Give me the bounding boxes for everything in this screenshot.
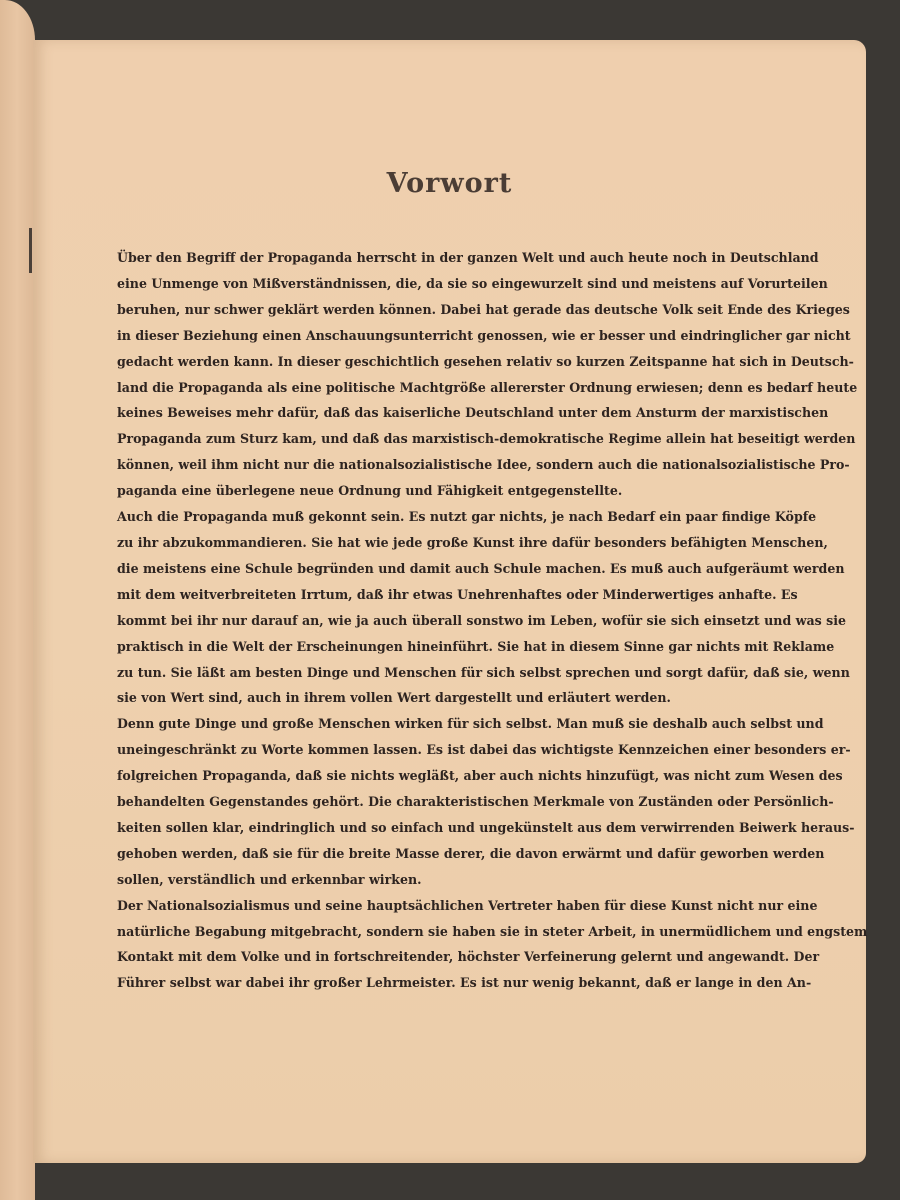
text-line: keiten sollen klar, eindringlich und so einfach und ungekünstelt aus dem verwirrenden Beiwerk heraus- [117, 819, 855, 835]
text-line: zu tun. Sie läßt am besten Dinge und Menschen für sich selbst sprechen und sorgt dafür, daß sie, wenn [117, 664, 850, 680]
text-line: gehoben werden, daß sie für die breite Masse derer, die davon erwärmt und dafür geworben werden [117, 845, 825, 861]
page-title: Vorwort [386, 168, 513, 199]
text-line: beruhen, nur schwer geklärt werden können. Dabei hat gerade das deutsche Volk seit Ende des Krieges [117, 301, 850, 317]
text-line: in dieser Beziehung einen Anschauungsunterricht genossen, wie er besser und eindringlicher gar nicht [117, 327, 851, 343]
text-line: Über den Begriff der Propaganda herrscht in der ganzen Welt und auch heute noch in Deutschland [117, 250, 819, 265]
text-line: behandelten Gegenstandes gehört. Die charakteristischen Merkmale von Zuständen oder Persönlich- [117, 794, 834, 810]
text-line: Denn gute Dinge und große Menschen wirken für sich selbst. Man muß sie deshalb auch selbst und [117, 716, 824, 732]
text-line: Der Nationalsozialismus und seine hauptsächlichen Vertreter haben für diese Kunst nicht nur eine [117, 897, 818, 913]
text-line: natürliche Begabung mitgebracht, sondern sie haben sie in steter Arbeit, in unermüdlichem und engstem [117, 923, 868, 939]
text-line: sie von Wert sind, auch in ihrem vollen Wert dargestellt und erläutert werden. [117, 690, 671, 706]
text-line: Kontakt mit dem Volke und in fortschreitender, höchster Verfeinerung gelernt und angewandt. Der [117, 949, 820, 965]
text-line: folgreichen Propaganda, daß sie nichts wegläßt, aber auch nichts hinzufügt, was nicht zum Wesen des [117, 768, 843, 784]
text-line: eine Unmenge von Mißverständnissen, die, da sie so eingewurzelt sind und meistens auf Vorurteilen [117, 275, 828, 291]
text-line: sollen, verständlich und erkennbar wirken. [117, 871, 422, 887]
text-line: Auch die Propaganda muß gekonnt sein. Es nutzt gar nichts, je nach Bedarf ein paar findige Köpfe [117, 509, 817, 525]
left-page-edge [0, 0, 35, 1200]
text-line: zu ihr abzukommandieren. Sie hat wie jede große Kunst ihre dafür besonders befähigten Menschen, [117, 534, 828, 550]
text-line: mit dem weitverbreiteten Irrtum, daß ihr etwas Unehrenhaftes oder Minderwertiges anhafte. Es [117, 586, 798, 602]
text-line: paganda eine überlegene neue Ordnung und Fähigkeit entgegenstellte. [117, 483, 623, 499]
text-line: kommt bei ihr nur darauf an, wie ja auch überall sonstwo im Leben, wofür sie sich einsetzt und was sie [117, 612, 846, 628]
book-page [33, 40, 866, 1163]
text-line: Propaganda zum Sturz kam, und daß das marxistisch-demokratische Regime allein hat beseitigt werden [117, 431, 856, 447]
text-line: keines Beweises mehr dafür, daß das kaiserliche Deutschland unter dem Ansturm der marxistischen [117, 405, 829, 421]
text-line: gedacht werden kann. In dieser geschichtlich gesehen relativ so kurzen Zeitspanne hat sich in Deutsch- [117, 353, 854, 369]
text-line: uneingeschränkt zu Worte kommen lassen. Es ist dabei das wichtigste Kennzeichen einer besonders er- [117, 742, 851, 758]
text-line: land die Propaganda als eine politische Machtgröße allererster Ordnung erwiesen; denn es bedarf heute [117, 379, 858, 395]
body-text [117, 245, 868, 996]
spine-mark [29, 228, 32, 273]
text-line: praktisch in die Welt der Erscheinungen hineinführt. Sie hat in diesem Sinne gar nichts mit Reklame [117, 638, 835, 654]
text-line: können, weil ihm nicht nur die nationalsozialistische Idee, sondern auch die nationalsozialistische Pro- [117, 457, 850, 473]
text-line: die meistens eine Schule begründen und damit auch Schule machen. Es muß auch aufgeräumt werden [117, 560, 845, 576]
text-line: Führer selbst war dabei ihr großer Lehrmeister. Es ist nur wenig bekannt, daß er lange in den An- [117, 975, 812, 991]
